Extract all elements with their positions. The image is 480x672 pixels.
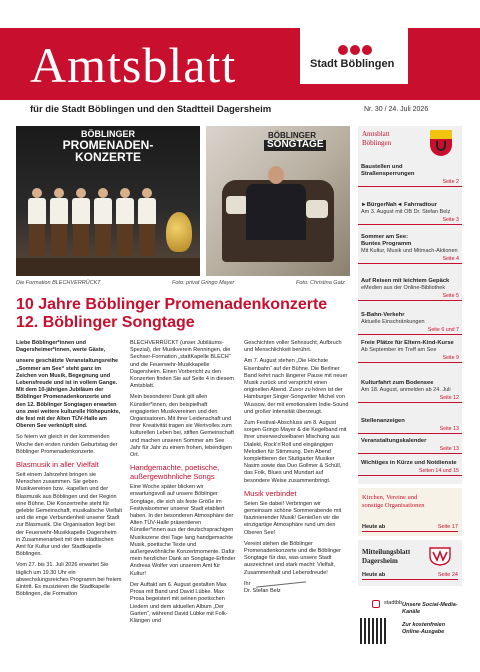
pillow-shape bbox=[226, 196, 248, 214]
stage-shape bbox=[16, 258, 200, 276]
qr-code-icon[interactable] bbox=[360, 618, 386, 644]
article-paragraph: Seit einem Jahrzehnt bringen sie Menschen zusammen. Sie geben Musikvereinen bzw. -kapellen und der Blasmusik aus Böblingen und der Region eine Bühne. Die Konzertreihe steht für gelebte Gemeinschaft, musikalische Vielfalt und die enge Verbundenheit unserer Stadt zur Blasmusik. Die Organisation liegt bei der Feuerwehr-Musikkapelle Dagersheim in Zusammenarbeit mit dem städtischen Amt für Kultur und der Stadtkapelle Böblingen. bbox=[16, 472, 122, 558]
article-column-3 bbox=[244, 340, 350, 595]
photo-caption: Foto: privat Gringo Mayer bbox=[172, 280, 235, 286]
photo-promenadenkonzerte bbox=[16, 126, 200, 276]
singer-figure bbox=[246, 166, 306, 246]
masthead bbox=[0, 28, 480, 100]
sidebar-item-title: Veranstaltungskalender bbox=[361, 438, 427, 444]
musician-figure bbox=[116, 188, 134, 258]
dagersheim-box-title bbox=[362, 548, 410, 565]
sidebar-item[interactable] bbox=[358, 418, 462, 434]
sidebar-item[interactable] bbox=[358, 312, 462, 335]
sidebar-heading-line2: Böblingen bbox=[362, 138, 392, 147]
sidebar-item-text: eMedien aus der Online-Bibliothek bbox=[361, 285, 446, 291]
sidebar-heading bbox=[362, 130, 391, 147]
sidebar-item[interactable] bbox=[358, 202, 462, 225]
musician-figure bbox=[72, 188, 90, 258]
article-subheading: Blasmusik in aller Vielfalt bbox=[16, 460, 99, 470]
sidebar-item-page: Seiten 14 und 15 bbox=[358, 468, 462, 476]
musician-figure bbox=[50, 188, 68, 258]
sidebar-heading-line1: Amtsblatt bbox=[362, 130, 390, 138]
article-paragraph: Seien Sie dabei! Verbringen wir gemeinsam schöne Sommerabende mit faszinierender Musik! Genießen wir die einzigartige Atmosphäre rund um den Oberen See! bbox=[244, 500, 342, 536]
dagersheim-box[interactable] bbox=[358, 540, 462, 586]
article-paragraph: Mein besonderer Dank gilt allen Künstler*innen, den beispielhaft engagierten Musikvereinen und den Organisatoren. Mit ihrer Leidenschaft und ihrer Kreativität tragen sie Wertvolles zum kulturellen Leben bei, stiften Gemeinschaft und machen unseren Sommer am See Jahr für Jahr zu einem frohen, lebendigen Ort. bbox=[130, 394, 234, 459]
sidebar-item-title: Auf Reisen mit leichtem Gepäck bbox=[361, 278, 450, 284]
article-column-2 bbox=[130, 340, 236, 629]
article-column-1 bbox=[16, 340, 122, 603]
photo-caption: Die Formation BLECHVERRÜCKT bbox=[16, 280, 101, 286]
sidebar-item-text: Mit Kultur, Musik und Mitmach-Aktionen bbox=[361, 248, 458, 254]
dagersheim-crest-icon bbox=[428, 546, 452, 566]
sidebar-item-page: Seite 5 bbox=[358, 293, 462, 301]
sidebar-item-title: Buntes Programm bbox=[361, 241, 412, 247]
article-subheading: Handgemachte, poetische, außergewöhnliche Songs bbox=[130, 463, 220, 482]
sidebar-item[interactable] bbox=[358, 438, 462, 454]
article-paragraph: Vereint stehen die Böblinger Promenadenkonzerte und die Böblinger Songtage für das, was unsere Stadt auszeichnet und stark macht: Vielfalt, Zusammenhalt und Lebensfreude! bbox=[244, 540, 341, 576]
kirchen-box-footer bbox=[362, 524, 458, 532]
sidebar-item[interactable] bbox=[358, 340, 462, 363]
sidebar-item-title: Straßensperrungen bbox=[361, 171, 415, 177]
logo-dots-icon bbox=[338, 42, 374, 54]
kirchen-box-title-line2: sonstige Organisationen bbox=[362, 501, 425, 509]
sidebar-item[interactable] bbox=[358, 380, 462, 403]
kirchen-box-title bbox=[362, 494, 425, 509]
photo-label-line1: BÖBLINGER bbox=[81, 129, 135, 139]
sidebar-item-title: Freie Plätze für Eltern-Kind-Kurse bbox=[361, 340, 454, 346]
dagersheim-box-page: Seite 24 bbox=[437, 572, 458, 578]
sidebar-item-text: Am 3. August mit OB Dr. Stefan Belz bbox=[361, 209, 451, 215]
issue-number: Nr. 30 / 24. Juli 2026 bbox=[364, 106, 429, 113]
kirchen-box-title-line1: Kirchen, Vereine und bbox=[362, 494, 418, 501]
sidebar-item[interactable] bbox=[358, 278, 462, 301]
instagram-icon[interactable] bbox=[372, 600, 380, 608]
sidebar-item-title: S-Bahn-Verkehr bbox=[361, 312, 405, 318]
social-media-block bbox=[358, 598, 462, 658]
dagersheim-box-title-line2: Dagersheim bbox=[362, 556, 398, 565]
sidebar-item[interactable] bbox=[358, 164, 462, 187]
article-paragraph: Am 7. August stehen „Die Höchste Eisenbahn“ auf der Bühne. Die Berliner Band kehrt nach längerer Pause mit neuer Musik zurück und verspricht einen originellen Abend. Zuvor zu hören ist der Hamburger Singer-Songwriter Michel von Wussow, der mit emotionalem Indie-Sound und großer Intensität überzeugt. bbox=[244, 358, 349, 415]
article-paragraph: Vom 27. bis 31. Juli 2026 erwartet Sie täglich um 19.30 Uhr ein abwechslungsreiches Programm bei freiem Eintritt. Es musizieren die Stadtkapelle Böblingen, die Formation bbox=[16, 562, 122, 598]
headline-line1: 10 Jahre Böblinger Promenadenkonzerte bbox=[16, 296, 328, 313]
pillow-shape bbox=[306, 200, 328, 218]
article-paragraph: Der Auftakt am 6. August gestalten Max Prosa mit Band und David Lübke. Max Prosa begeistert mit seinen poetischen Liedern und dem aktuellen Album „Der Garten“, während David Lübke mit Folk-Klängen und bbox=[130, 581, 228, 624]
sidebar-item-title: Sommer am See: bbox=[361, 234, 409, 240]
kirchen-vereine-box[interactable] bbox=[358, 488, 462, 536]
social-label: Unsere Social-Media-Kanäle bbox=[402, 602, 458, 615]
kirchen-box-from: Heute ab bbox=[362, 524, 386, 530]
article-paragraph: BLECHVERRÜCKT (unser Jubiläums-Spezial), der Musikverein Renningen, die Sechser-Formation „stattKapelle BLECH“ und die Feuerwehr-Musikkapelle Dagersheim. Einen Vorbericht zu den Konzerten finden Sie auf Seite 4 in diesem Amtsblatt. bbox=[130, 340, 234, 390]
article-paragraph: unsere geschätzte Veranstaltungsreihe „Sommer am See“ steht ganz im Zeichen von Musik, Begegnung und Lebensfreude und ist in vollem Gange. Mit dem 10-jährigen Jubiläum der Böblinger Promenadenkonzerte und den 12. Böblinger Songtagen erwarten uns zwei weitere kulturelle Höhepunkte, die fest mit der Alten TÜV-Halle am Oberen See verknüpft sind. bbox=[16, 358, 121, 430]
logo-text: Stadt Böblingen bbox=[310, 58, 395, 70]
photo-label-line1: BÖBLINGER bbox=[268, 131, 316, 140]
sidebar-item-page: Seite 13 bbox=[358, 446, 462, 454]
sidebar-item-page: Seite 6 und 7 bbox=[358, 327, 462, 335]
masthead-subline: für die Stadt Böblingen und den Stadtteil Dagersheim bbox=[30, 104, 272, 115]
article-paragraph: So feiern wir gleich in der kommenden Woche den ersten runden Geburtstag der Böblinger Promenadenkonzerte. bbox=[16, 434, 118, 455]
dagersheim-box-title-line1: Mitteilungsblatt bbox=[362, 548, 411, 556]
article-paragraph: Geschichten voller Sehnsucht, Aufbruch und Menschlichkeit berührt. bbox=[244, 340, 342, 354]
headline bbox=[16, 296, 352, 332]
dagersheim-box-footer bbox=[362, 572, 458, 580]
dagersheim-box-from: Heute ab bbox=[362, 572, 386, 578]
city-logo bbox=[300, 28, 408, 84]
sidebar-item-title: Kulturfahrt zum Bodensee bbox=[361, 380, 434, 386]
city-crest-icon bbox=[430, 130, 452, 156]
sidebar-item-title: Wichtiges in Kürze und Notdienste bbox=[361, 460, 457, 466]
photo-caption: Foto: Christina Gatz bbox=[296, 280, 345, 286]
musician-figure bbox=[28, 188, 46, 258]
sidebar-item[interactable] bbox=[358, 234, 462, 264]
sidebar-item[interactable] bbox=[358, 460, 462, 476]
article-greeting: Liebe Böblinger*innen und Dagersheimer*innen, werte Gäste, bbox=[16, 340, 106, 354]
article-subheading: Musik verbindet bbox=[244, 488, 297, 498]
photo-songtage bbox=[206, 126, 350, 276]
article-paragraph: Eine Woche später blicken wir erwartungsvoll auf unsere Böblinger Songtage, die sich als feste Größe im Festivalsommer unserer Stadt etabliert haben. In der besonderen Atmosphäre der Alten TÜV-Halle präsentieren Künstler*innen aus der deutschsprachigen Musikszene drei Tage lang handgemachte Musik, poetische Texte und außergewöhnliche Konzertmomente. Dafür mein herzlicher Dank an Songtage-Erfinder Andreas Wolfer von unserem Amt für Kultur! bbox=[130, 484, 236, 577]
social-handle[interactable]: stadtbb bbox=[384, 600, 403, 606]
sidebar-item-page: Seite 4 bbox=[358, 256, 462, 264]
musician-figure bbox=[94, 188, 112, 258]
masthead-title: Amtsblatt bbox=[30, 37, 237, 93]
sidebar-item-page: Seite 3 bbox=[358, 217, 462, 225]
sidebar-contents bbox=[358, 126, 462, 484]
sidebar-item-page: Seite 12 bbox=[358, 395, 462, 403]
signature-block bbox=[244, 581, 350, 595]
signature-label: Ihr bbox=[244, 580, 251, 587]
kirchen-box-page: Seite 17 bbox=[437, 524, 458, 530]
photo-label-line2: PROMENADEN- bbox=[62, 138, 154, 152]
photo-label-line2: SONGTAGE bbox=[264, 140, 326, 151]
sidebar-item-text: Am 18. August, anmelden ab 24. Juli bbox=[361, 387, 451, 393]
photo-label-line3: KONZERTE bbox=[75, 150, 141, 164]
sidebar-item-page: Seite 9 bbox=[358, 355, 462, 363]
sidebar-item-title: Baustellen und bbox=[361, 164, 403, 170]
tuba-icon bbox=[166, 212, 192, 252]
signature-name: Dr. Stefan Belz bbox=[244, 588, 281, 595]
sidebar-item-text: Aktuelle Einschränkungen bbox=[361, 319, 425, 325]
signature-scribble-icon bbox=[257, 581, 307, 587]
sidebar-item-page: Seite 13 bbox=[358, 426, 462, 434]
online-edition-label: Zur kostenfreien Online-Ausgabe bbox=[402, 622, 446, 635]
sidebar-item-title: Stellenanzeigen bbox=[361, 418, 405, 424]
headline-line2: 12. Böblinger Songtage bbox=[16, 314, 195, 331]
sidebar-item-page: Seite 2 bbox=[358, 179, 462, 187]
sidebar-item-title: ►BürgerNah◄ Fahrradtour bbox=[361, 202, 437, 208]
sidebar-item-text: Ab September im Treff am See bbox=[361, 347, 437, 353]
musician-figure bbox=[138, 188, 156, 258]
article-paragraph: Zum Festival-Abschluss am 8. August sorgen Gringo Mayer & die Kegelband mit ihrer unverwechselbaren Mischung aus Dialekt, Rock'n'Roll und eingängigen Melodien für Stimmung. Den Abend komplettieren der Stuttgarter Musiker Nasim sowie das Duo Gollmer & Schüll, das Folk, Blues und Mundart auf besondere Weise zusammenbringt. bbox=[244, 420, 347, 484]
